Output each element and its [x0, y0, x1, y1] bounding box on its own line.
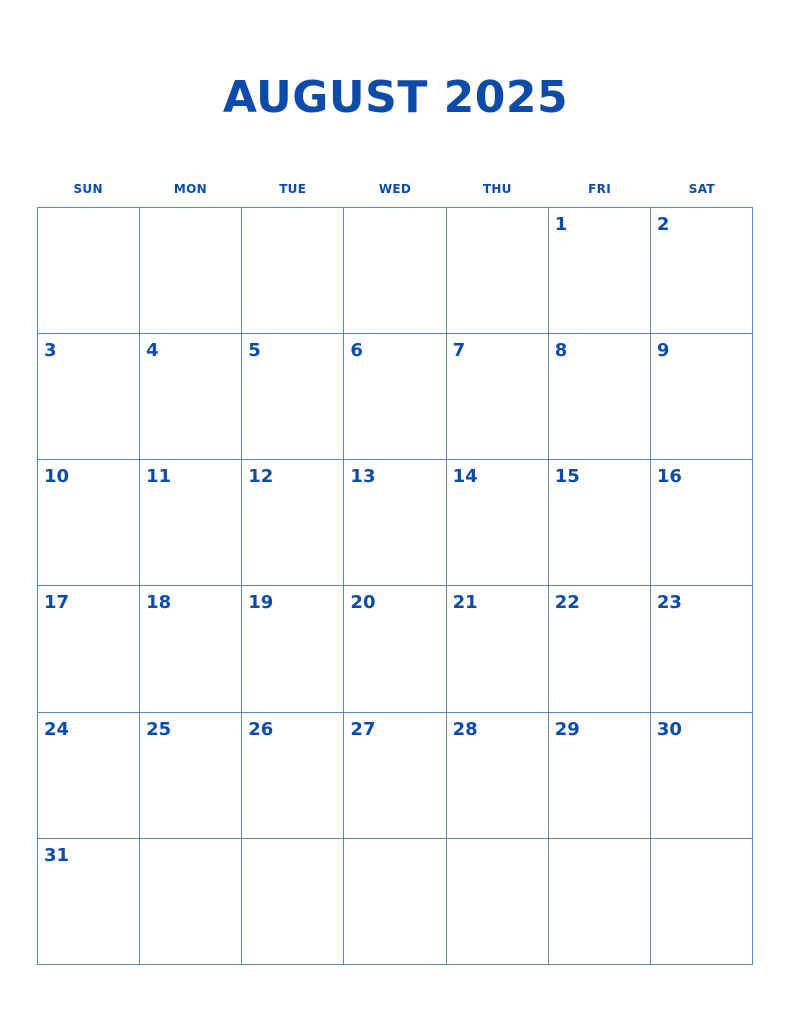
day-number: 16 — [656, 466, 682, 488]
day-cell[interactable] — [140, 460, 242, 586]
day-number: 20 — [350, 592, 376, 614]
day-number: 31 — [44, 844, 70, 866]
day-cell[interactable] — [447, 334, 549, 460]
weekday-thu: THU — [482, 182, 512, 196]
day-cell[interactable] — [344, 208, 446, 334]
weekday-header-row — [37, 178, 753, 200]
day-cell[interactable] — [242, 713, 344, 839]
day-number: 25 — [146, 718, 172, 740]
day-cell[interactable] — [242, 460, 344, 586]
day-cell[interactable] — [242, 839, 344, 965]
weekday-sat: SAT — [688, 182, 715, 196]
day-number: 29 — [554, 718, 580, 740]
weekday-fri: FRI — [588, 182, 611, 196]
day-number: 18 — [146, 592, 172, 614]
day-cell[interactable] — [651, 334, 753, 460]
day-number: 22 — [554, 592, 580, 614]
day-cell[interactable] — [38, 713, 140, 839]
weekday-mon: MON — [173, 182, 207, 196]
day-cell[interactable] — [447, 460, 549, 586]
day-cell[interactable] — [140, 839, 242, 965]
day-cell[interactable] — [651, 839, 753, 965]
day-cell[interactable] — [140, 208, 242, 334]
day-cell[interactable] — [242, 586, 344, 712]
day-cell[interactable] — [344, 460, 446, 586]
day-number: 15 — [554, 466, 580, 488]
day-cell[interactable] — [651, 208, 753, 334]
day-cell[interactable] — [651, 460, 753, 586]
day-cell[interactable] — [447, 839, 549, 965]
day-cell[interactable] — [344, 586, 446, 712]
day-cell[interactable] — [344, 334, 446, 460]
day-number: 9 — [656, 340, 670, 362]
day-number: 26 — [248, 718, 274, 740]
day-cell[interactable] — [344, 713, 446, 839]
day-cell[interactable] — [447, 586, 549, 712]
day-number: 12 — [248, 466, 274, 488]
day-number: 1 — [554, 214, 568, 235]
day-number: 27 — [350, 718, 376, 740]
day-cell[interactable] — [38, 460, 140, 586]
day-cell[interactable] — [549, 208, 651, 334]
day-cell[interactable] — [447, 208, 549, 334]
day-number: 24 — [44, 718, 70, 740]
day-cell[interactable] — [549, 586, 651, 712]
day-cell[interactable] — [38, 208, 140, 334]
day-number: 6 — [350, 340, 363, 362]
day-number: 19 — [248, 592, 274, 614]
day-number: 7 — [452, 340, 466, 362]
day-number: 17 — [44, 592, 70, 614]
day-number: 30 — [656, 718, 682, 740]
weekday-wed: WED — [378, 182, 412, 196]
day-cell[interactable] — [140, 334, 242, 460]
day-cell[interactable] — [242, 208, 344, 334]
page-title: AUGUST 2025 — [222, 72, 569, 123]
day-number: 11 — [146, 466, 172, 488]
day-cell[interactable] — [447, 713, 549, 839]
day-cell[interactable] — [242, 334, 344, 460]
day-cell[interactable] — [549, 713, 651, 839]
day-number: 5 — [248, 340, 261, 362]
day-cell[interactable] — [549, 334, 651, 460]
day-cell[interactable] — [140, 713, 242, 839]
day-number: 2 — [656, 214, 670, 235]
day-number: 23 — [656, 592, 682, 614]
day-cell[interactable] — [651, 586, 753, 712]
day-number: 8 — [554, 340, 568, 362]
day-cell[interactable] — [38, 334, 140, 460]
day-cell[interactable] — [38, 839, 140, 965]
day-cell[interactable] — [38, 586, 140, 712]
day-number: 21 — [452, 592, 478, 614]
day-number: 3 — [44, 340, 57, 362]
day-number: 14 — [452, 466, 478, 488]
weekday-sun: SUN — [73, 182, 103, 196]
weekday-tue: TUE — [279, 182, 307, 196]
day-cell[interactable] — [549, 460, 651, 586]
day-number: 28 — [452, 718, 478, 740]
calendar-grid — [37, 207, 753, 965]
day-number: 4 — [146, 340, 159, 362]
day-cell[interactable] — [651, 713, 753, 839]
day-cell[interactable] — [549, 839, 651, 965]
day-cell[interactable] — [344, 839, 446, 965]
day-number: 13 — [350, 466, 376, 488]
day-cell[interactable] — [140, 586, 242, 712]
day-number: 10 — [44, 466, 70, 488]
